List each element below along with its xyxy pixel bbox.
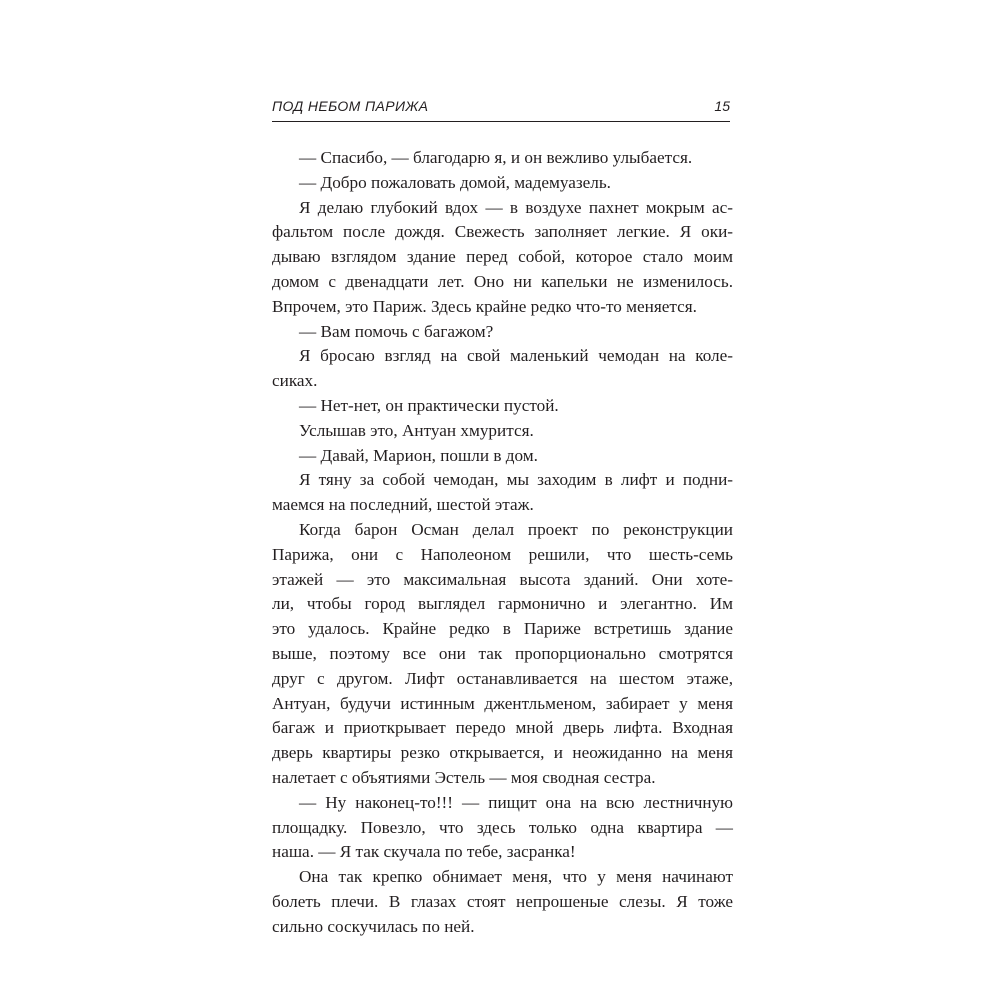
paragraph — [272, 320, 733, 345]
text-line: ли, чтобы город выглядел гармонично и элегантно. Им — [272, 594, 733, 614]
paragraph — [272, 394, 733, 419]
text-line: Я тяну за собой чемодан, мы заходим в лифт и подни- — [299, 470, 733, 490]
page-number: 15 — [714, 98, 730, 114]
text-line: маемся на последний, шестой этаж. — [272, 495, 534, 515]
text-line: площадку. Повезло, что здесь только одна квартира — — [272, 817, 733, 837]
text-line: Я бросаю взгляд на свой маленький чемодан на коле- — [299, 346, 733, 366]
text-line: Когда барон Осман делал проект по реконструкции — [299, 519, 733, 539]
text-line: болеть плечи. В глазах стоят непрошеные слезы. Я тоже — [272, 891, 733, 911]
paragraph — [272, 171, 733, 196]
running-header — [272, 97, 730, 122]
text-line: — Вам помочь с багажом? — [299, 321, 494, 341]
paragraph — [272, 468, 733, 518]
text-line: наша. — Я так скучала по тебе, засранка! — [272, 842, 576, 862]
text-line: выше, поэтому все они так пропорционально смотрятся — [272, 643, 733, 663]
text-line: — Нет-нет, он практически пустой. — [299, 395, 559, 415]
text-line: налетает с объятиями Эстель — моя сводная сестра. — [272, 767, 656, 787]
paragraph — [272, 344, 733, 394]
text-line: — Спасибо, — благодарю я, и он вежливо улыбается. — [299, 148, 693, 167]
text-line: этажей — это максимальная высота зданий. Они хоте- — [272, 569, 733, 589]
text-line: — Давай, Марион, пошли в дом. — [299, 445, 538, 465]
paragraph — [272, 146, 733, 171]
text-line: Парижа, они с Наполеоном решили, что шесть-семь — [272, 544, 733, 564]
text-line: дываю взглядом здание перед собой, которое стало моим — [272, 247, 733, 267]
text-line: дверь квартиры резко открывается, и неожиданно на меня — [272, 743, 733, 763]
text-line: домом с двенадцати лет. Оно ни капельки не изменилось. — [272, 271, 733, 291]
text-line: — Добро пожаловать домой, мадемуазель. — [299, 172, 611, 192]
paragraph — [272, 865, 733, 939]
text-line: сильно соскучилась по ней. — [272, 916, 475, 936]
text-line: Впрочем, это Париж. Здесь крайне редко что-то меняется. — [272, 296, 697, 316]
running-title: ПОД НЕБОМ ПАРИЖА — [272, 98, 429, 114]
paragraph — [272, 518, 733, 791]
text-line: фальтом после дождя. Свежесть заполняет легкие. Я оки- — [272, 222, 733, 242]
text-line: багаж и приоткрывает передо мной дверь лифта. Входная — [272, 718, 733, 738]
paragraph — [272, 444, 733, 469]
paragraph — [272, 196, 733, 320]
paragraph — [272, 791, 733, 865]
text-line: Услышав это, Антуан хмурится. — [299, 420, 534, 440]
paragraph — [272, 419, 733, 444]
text-line: друг с другом. Лифт останавливается на шестом этаже, — [272, 668, 733, 688]
text-line: Она так крепко обнимает меня, что у меня начинают — [299, 867, 733, 887]
text-line: — Ну наконец-то!!! — пищит она на всю лестничную — [299, 792, 733, 812]
text-line: Антуан, будучи истинным джентльменом, забирает у меня — [272, 693, 733, 713]
text-line: сиках. — [272, 371, 318, 391]
text-line: Я делаю глубокий вдох — в воздухе пахнет мокрым ас- — [299, 197, 733, 217]
text-line: это удалось. Крайне редко в Париже встретишь здание — [272, 619, 733, 639]
body-text — [272, 146, 733, 940]
